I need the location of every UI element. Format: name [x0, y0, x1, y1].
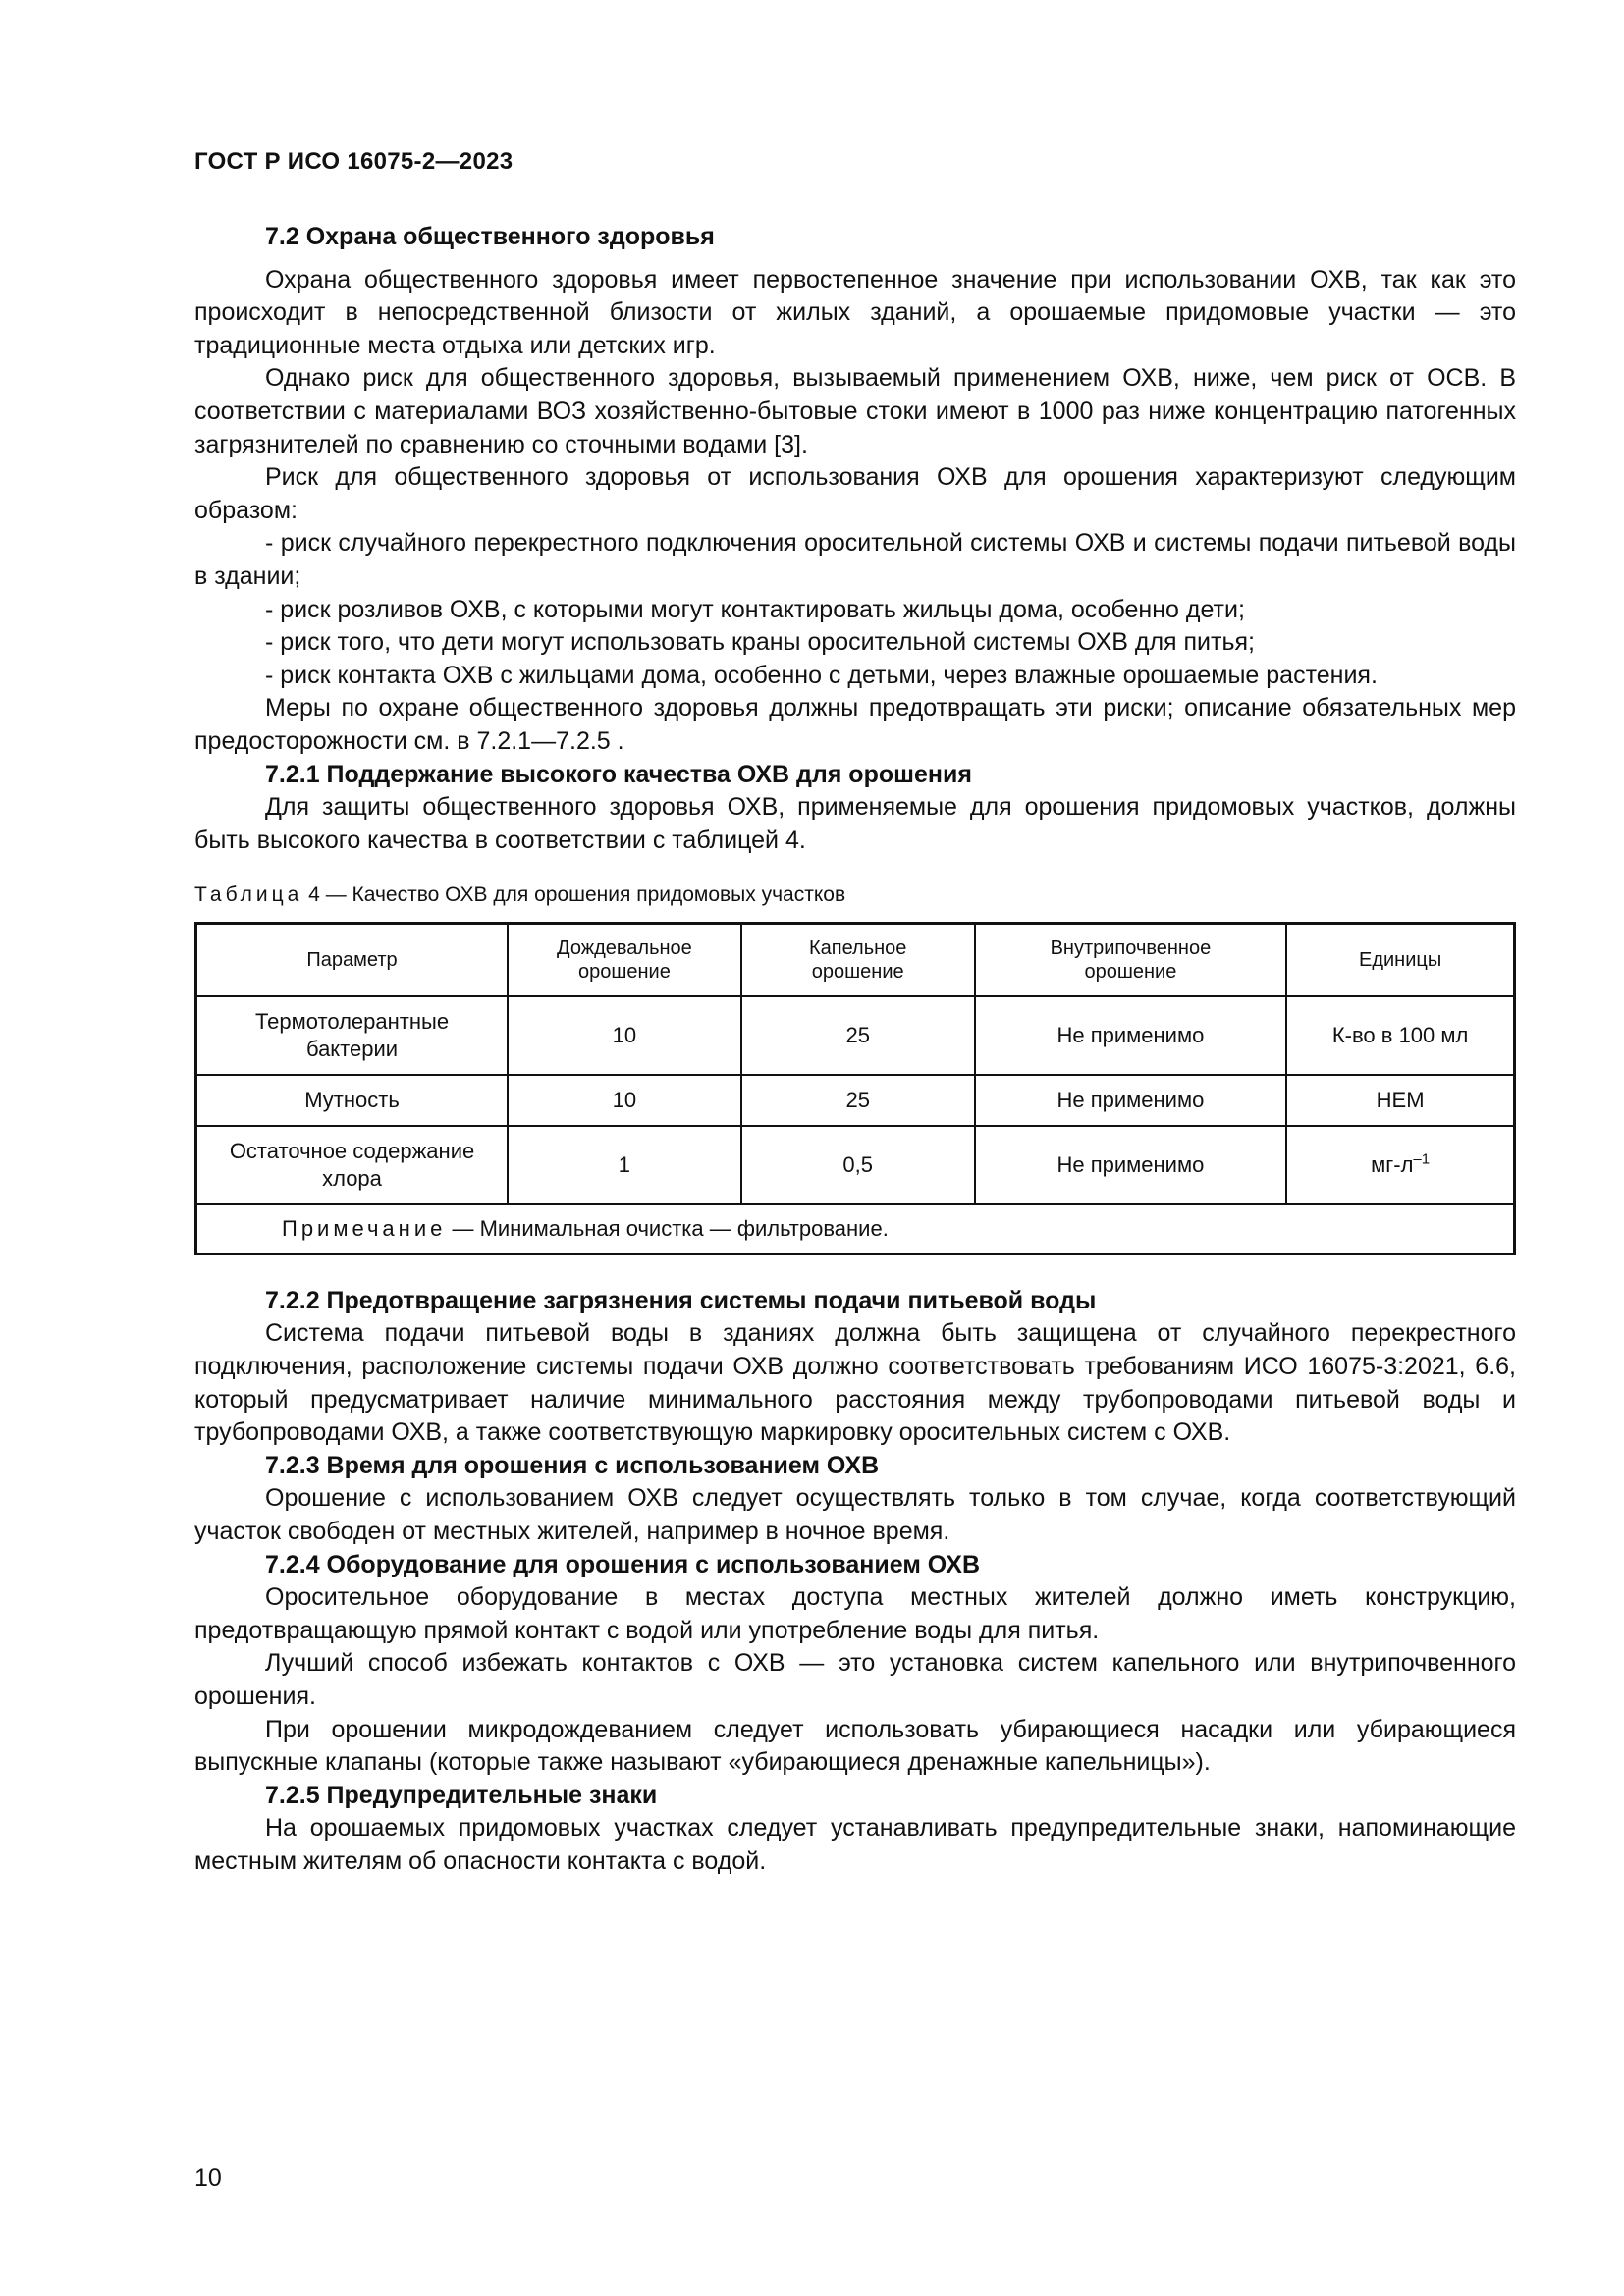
quality-table: [194, 922, 1516, 1255]
list-item: [194, 594, 1516, 627]
paragraph: Для защиты общественного здоровья ОХВ, применяемые для орошения придомовых участков, должны быть высокого качества в соответствии с таблицей 4.: [194, 793, 1516, 854]
table-row: [196, 1075, 1515, 1126]
list-dash: -: [265, 529, 274, 558]
paragraph: Система подачи питьевой воды в зданиях должна быть защищена от случайного перекрестного подключения, расположение системы подачи ОХВ должно соответствовать требованиям ИСО 16075-3:2021, 6.6, который предусматривает наличие минимального расстояния между трубопроводами питьевой воды и трубопроводами ОХВ, а также соответствующую маркировку оросительных систем с ОХВ.: [194, 1319, 1516, 1447]
table-cell: 25: [741, 996, 975, 1075]
table-cell: 1: [508, 1126, 741, 1204]
table-caption: [194, 879, 1516, 912]
list-item-text: риск розливов ОХВ, с которыми могут контактировать жильцы дома, особенно дети;: [280, 595, 1245, 623]
table-header-cell: Параметр: [196, 923, 509, 996]
list-item: [194, 527, 1516, 593]
paragraph: Однако риск для общественного здоровья, вызываемый применением ОХВ, ниже, чем риск от ОСВ. В соответствии с материалами ВОЗ хозяйственно-бытовые стоки имеют в 1000 раз ниже концентрацию патогенных загрязнителей по сравнению со сточными водами [3].: [194, 364, 1516, 458]
section-7-2-1-title: 7.2.1 Поддержание высокого качества ОХВ для орошения: [265, 760, 972, 788]
table-caption-label: Таблица: [194, 883, 303, 907]
table-cell: НЕМ: [1286, 1075, 1514, 1126]
table-note-text: — Минимальная очистка — фильтрование.: [446, 1215, 889, 1241]
section-7-2-3-title: 7.2.3 Время для орошения с использованием ОХВ: [265, 1451, 880, 1479]
table-header-cell: Внутрипочвенное орошение: [975, 923, 1287, 996]
table-cell: 10: [508, 996, 741, 1075]
list-dash: -: [265, 628, 274, 657]
paragraph: Риск для общественного здоровья от использования ОХВ для орошения характеризуют следующим образом:: [194, 463, 1516, 524]
table-row: [196, 996, 1515, 1075]
paragraph: Меры по охране общественного здоровья должны предотвращать эти риски; описание обязательных мер предосторожности см. в 7.2.1—7.2.5 .: [194, 694, 1516, 755]
table-cell: К-во в 100 мл: [1286, 996, 1514, 1075]
unit-superscript: –1: [1413, 1150, 1431, 1168]
list-dash: -: [265, 661, 274, 689]
table-cell: Термотолерантные бактерии: [196, 996, 509, 1075]
table-note-label: Примечание: [282, 1215, 447, 1241]
document-body: [194, 221, 1516, 1879]
table-header-cell: Единицы: [1286, 923, 1514, 996]
table-note-row: [196, 1204, 1515, 1255]
paragraph: Оросительное оборудование в местах доступа местных жителей должно иметь конструкцию, предотвращающую прямой контакт с водой или употребление воды для питья.: [194, 1583, 1516, 1644]
section-7-2-2-title: 7.2.2 Предотвращение загрязнения системы подачи питьевой воды: [265, 1286, 1097, 1314]
table-cell: Не применимо: [975, 1075, 1287, 1126]
table-cell: Остаточное содержание хлора: [196, 1126, 509, 1204]
paragraph: Лучший способ избежать контактов с ОХВ — это установка систем капельного или внутрипочвенного орошения.: [194, 1649, 1516, 1710]
table-caption-text: 4 — Качество ОХВ для орошения придомовых участков: [302, 883, 846, 907]
table-header-row: [196, 923, 1515, 996]
paragraph: При орошении микродождеванием следует использовать убирающиеся насадки или убирающиеся выпускные клапаны (которые также называют «убирающиеся дренажные капельницы»).: [194, 1715, 1516, 1777]
table-cell: Не применимо: [975, 1126, 1287, 1204]
list-item-text: риск случайного перекрестного подключения оросительной системы ОХВ и системы подачи питьевой воды в здании;: [194, 529, 1516, 590]
paragraph: На орошаемых придомовых участках следует устанавливать предупредительные знаки, напоминающие местным жителям об опасности контакта с водой.: [194, 1814, 1516, 1875]
table-cell: 0,5: [741, 1126, 975, 1204]
table-cell: 25: [741, 1075, 975, 1126]
paragraph: Охрана общественного здоровья имеет первостепенное значение при использовании ОХВ, так как это происходит в непосредственной близости от жилых зданий, а орошаемые придомовые участки — это традиционные места отдыха или детских игр.: [194, 265, 1516, 359]
table-header-cell: Капельное орошение: [741, 923, 975, 996]
section-7-2-4-title: 7.2.4 Оборудование для орошения с использованием ОХВ: [265, 1550, 981, 1578]
paragraph: Орошение с использованием ОХВ следует осуществлять только в том случае, когда соответствующий участок свободен от местных жителей, например в ночное время.: [194, 1484, 1516, 1546]
table-note: [196, 1204, 1515, 1255]
unit-text: мг-л: [1371, 1151, 1414, 1177]
section-7-2-5-title: 7.2.5 Предупредительные знаки: [265, 1781, 658, 1809]
page-number: 10: [194, 2164, 222, 2192]
table-cell: Не применимо: [975, 996, 1287, 1075]
table-header-cell: Дождевальное орошение: [508, 923, 741, 996]
list-item: [194, 626, 1516, 660]
table-cell: Мутность: [196, 1075, 509, 1126]
document-header: ГОСТ Р ИСО 16075-2—2023: [194, 148, 514, 175]
table-row: [196, 1126, 1515, 1204]
list-item-text: риск контакта ОХВ с жильцами дома, особенно с детьми, через влажные орошаемые растения.: [280, 661, 1378, 689]
list-item: [194, 660, 1516, 693]
list-dash: -: [265, 595, 274, 623]
table-cell: 10: [508, 1075, 741, 1126]
list-item-text: риск того, что дети могут использовать краны оросительной системы ОХВ для питья;: [280, 628, 1255, 657]
section-7-2-title: 7.2 Охрана общественного здоровья: [265, 223, 715, 250]
table-cell: [1286, 1126, 1514, 1204]
